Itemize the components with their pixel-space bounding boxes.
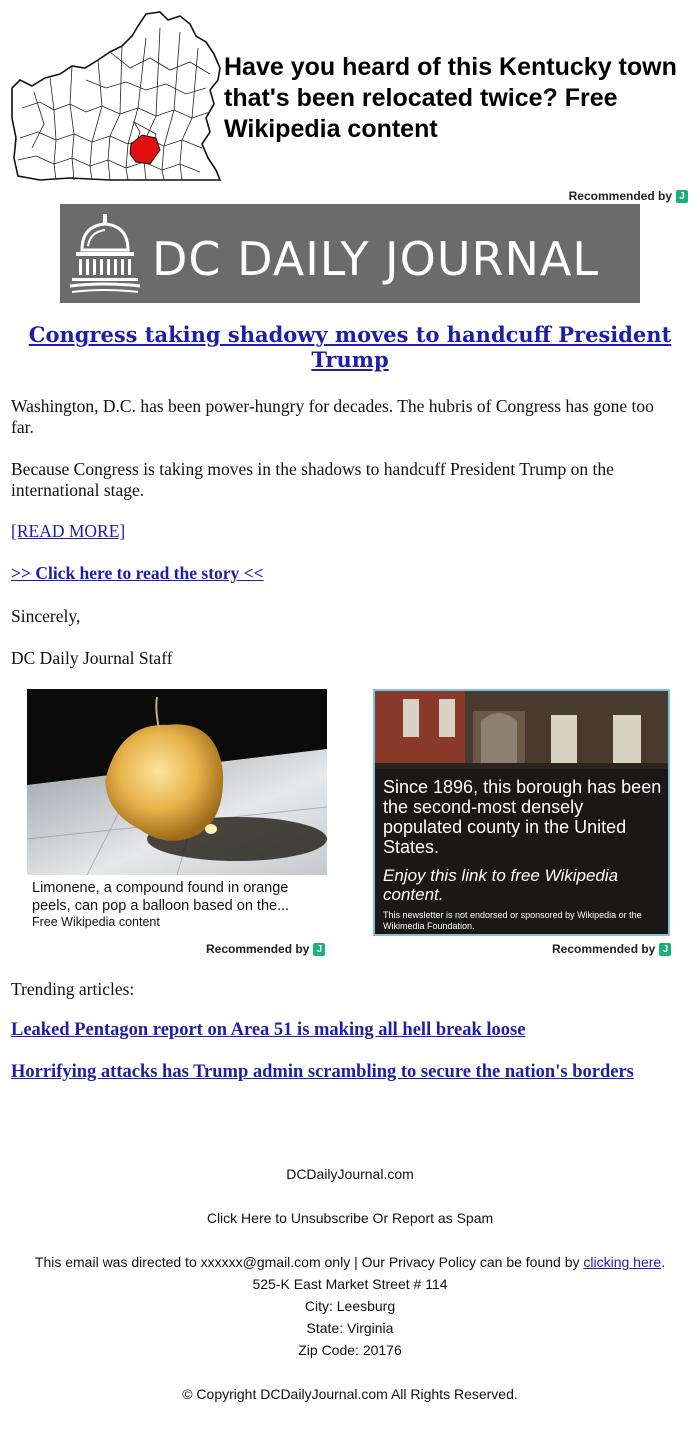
article-paragraph-1: Washington, D.C. has been power-hungry for decades. The hubris of Congress has gone too far. bbox=[11, 396, 654, 437]
masthead-title: DC DAILY JOURNAL bbox=[152, 232, 599, 286]
jeeng-logo-icon: J bbox=[659, 943, 671, 956]
recommended-by-label-1[interactable] bbox=[206, 942, 325, 956]
footer-state: State: Virginia bbox=[306, 1320, 394, 1336]
directed-text: This email was directed to xxxxxx@gmail.com only | Our Privacy Policy can be found by bbox=[34, 1254, 584, 1270]
signature: DC Daily Journal Staff bbox=[11, 648, 173, 668]
recommendation-2-title[interactable]: Since 1896, this borough has been the second-most densely populated county in the United States. bbox=[383, 777, 662, 857]
recommended-by-text: Recommended by bbox=[568, 189, 672, 203]
footer-zip: Zip Code: 20176 bbox=[298, 1342, 402, 1358]
recommendation-1-title[interactable]: Limonene, a compound found in orange peels, can pop a balloon based on the... bbox=[32, 880, 290, 914]
kentucky-ad[interactable] bbox=[10, 8, 690, 186]
recommendation-2-cta[interactable]: Enjoy this link to free Wikipedia content. bbox=[383, 866, 619, 904]
click-story-link[interactable]: >> Click here to read the story << bbox=[11, 563, 264, 583]
recommended-by-text: Recommended by bbox=[552, 942, 656, 956]
yellow-balloon-photo[interactable] bbox=[27, 689, 327, 875]
read-more-link[interactable]: [READ MORE] bbox=[11, 521, 126, 541]
sign-off: Sincerely, bbox=[11, 606, 81, 626]
recommendation-card-2[interactable] bbox=[373, 689, 670, 936]
capitol-dome-icon bbox=[68, 212, 144, 296]
privacy-policy-link[interactable]: clicking here bbox=[583, 1254, 662, 1270]
recommended-by-text: Recommended by bbox=[206, 942, 310, 956]
recommendation-1-source: Free Wikipedia content bbox=[32, 915, 160, 929]
directed-suffix: . bbox=[661, 1254, 666, 1270]
recommended-by-label-2[interactable] bbox=[552, 942, 671, 956]
footer-copyright: © Copyright DCDailyJournal.com All Rights Reserved. bbox=[182, 1386, 518, 1402]
trending-link-1[interactable]: Leaked Pentagon report on Area 51 is making all hell break loose bbox=[11, 1020, 526, 1040]
jeeng-logo-icon: J bbox=[313, 943, 325, 956]
unsubscribe-link[interactable]: Click Here to Unsubscribe Or Report as Spam bbox=[206, 1210, 494, 1226]
read-more-container bbox=[11, 521, 681, 542]
footer-city: City: Leesburg bbox=[304, 1298, 396, 1314]
footer-site: DCDailyJournal.com bbox=[286, 1166, 414, 1182]
recommendation-card-1[interactable] bbox=[27, 689, 327, 929]
kentucky-map-image[interactable] bbox=[10, 8, 222, 184]
recommendation-2-disclaimer: This newsletter is not endorsed or sponsored by Wikipedia or the Wikimedia Foundation. bbox=[383, 910, 642, 931]
recommended-by-label[interactable] bbox=[569, 189, 688, 203]
click-story-container bbox=[11, 563, 681, 584]
trending-item-2 bbox=[11, 1062, 681, 1083]
trending-link-2[interactable]: Horrifying attacks has Trump admin scrambling to secure the nation's borders bbox=[11, 1062, 634, 1082]
trending-item-1 bbox=[11, 1020, 681, 1041]
footer-street: 525-K East Market Street # 114 bbox=[252, 1276, 448, 1292]
ad-headline[interactable]: Have you heard of this Kentucky town that's been relocated twice? Free Wikipedia content bbox=[224, 53, 677, 143]
masthead-banner[interactable] bbox=[60, 204, 640, 303]
footer-directed-notice bbox=[0, 1254, 700, 1270]
article-paragraph-2: Because Congress is taking moves in the shadows to handcuff President Trump on the international stage. bbox=[11, 459, 614, 500]
article-headline-link[interactable]: Congress taking shadowy moves to handcuff President Trump bbox=[28, 322, 672, 372]
trending-label: Trending articles: bbox=[11, 979, 135, 999]
jeeng-logo-icon: J bbox=[676, 190, 688, 203]
article-headline bbox=[20, 322, 680, 372]
